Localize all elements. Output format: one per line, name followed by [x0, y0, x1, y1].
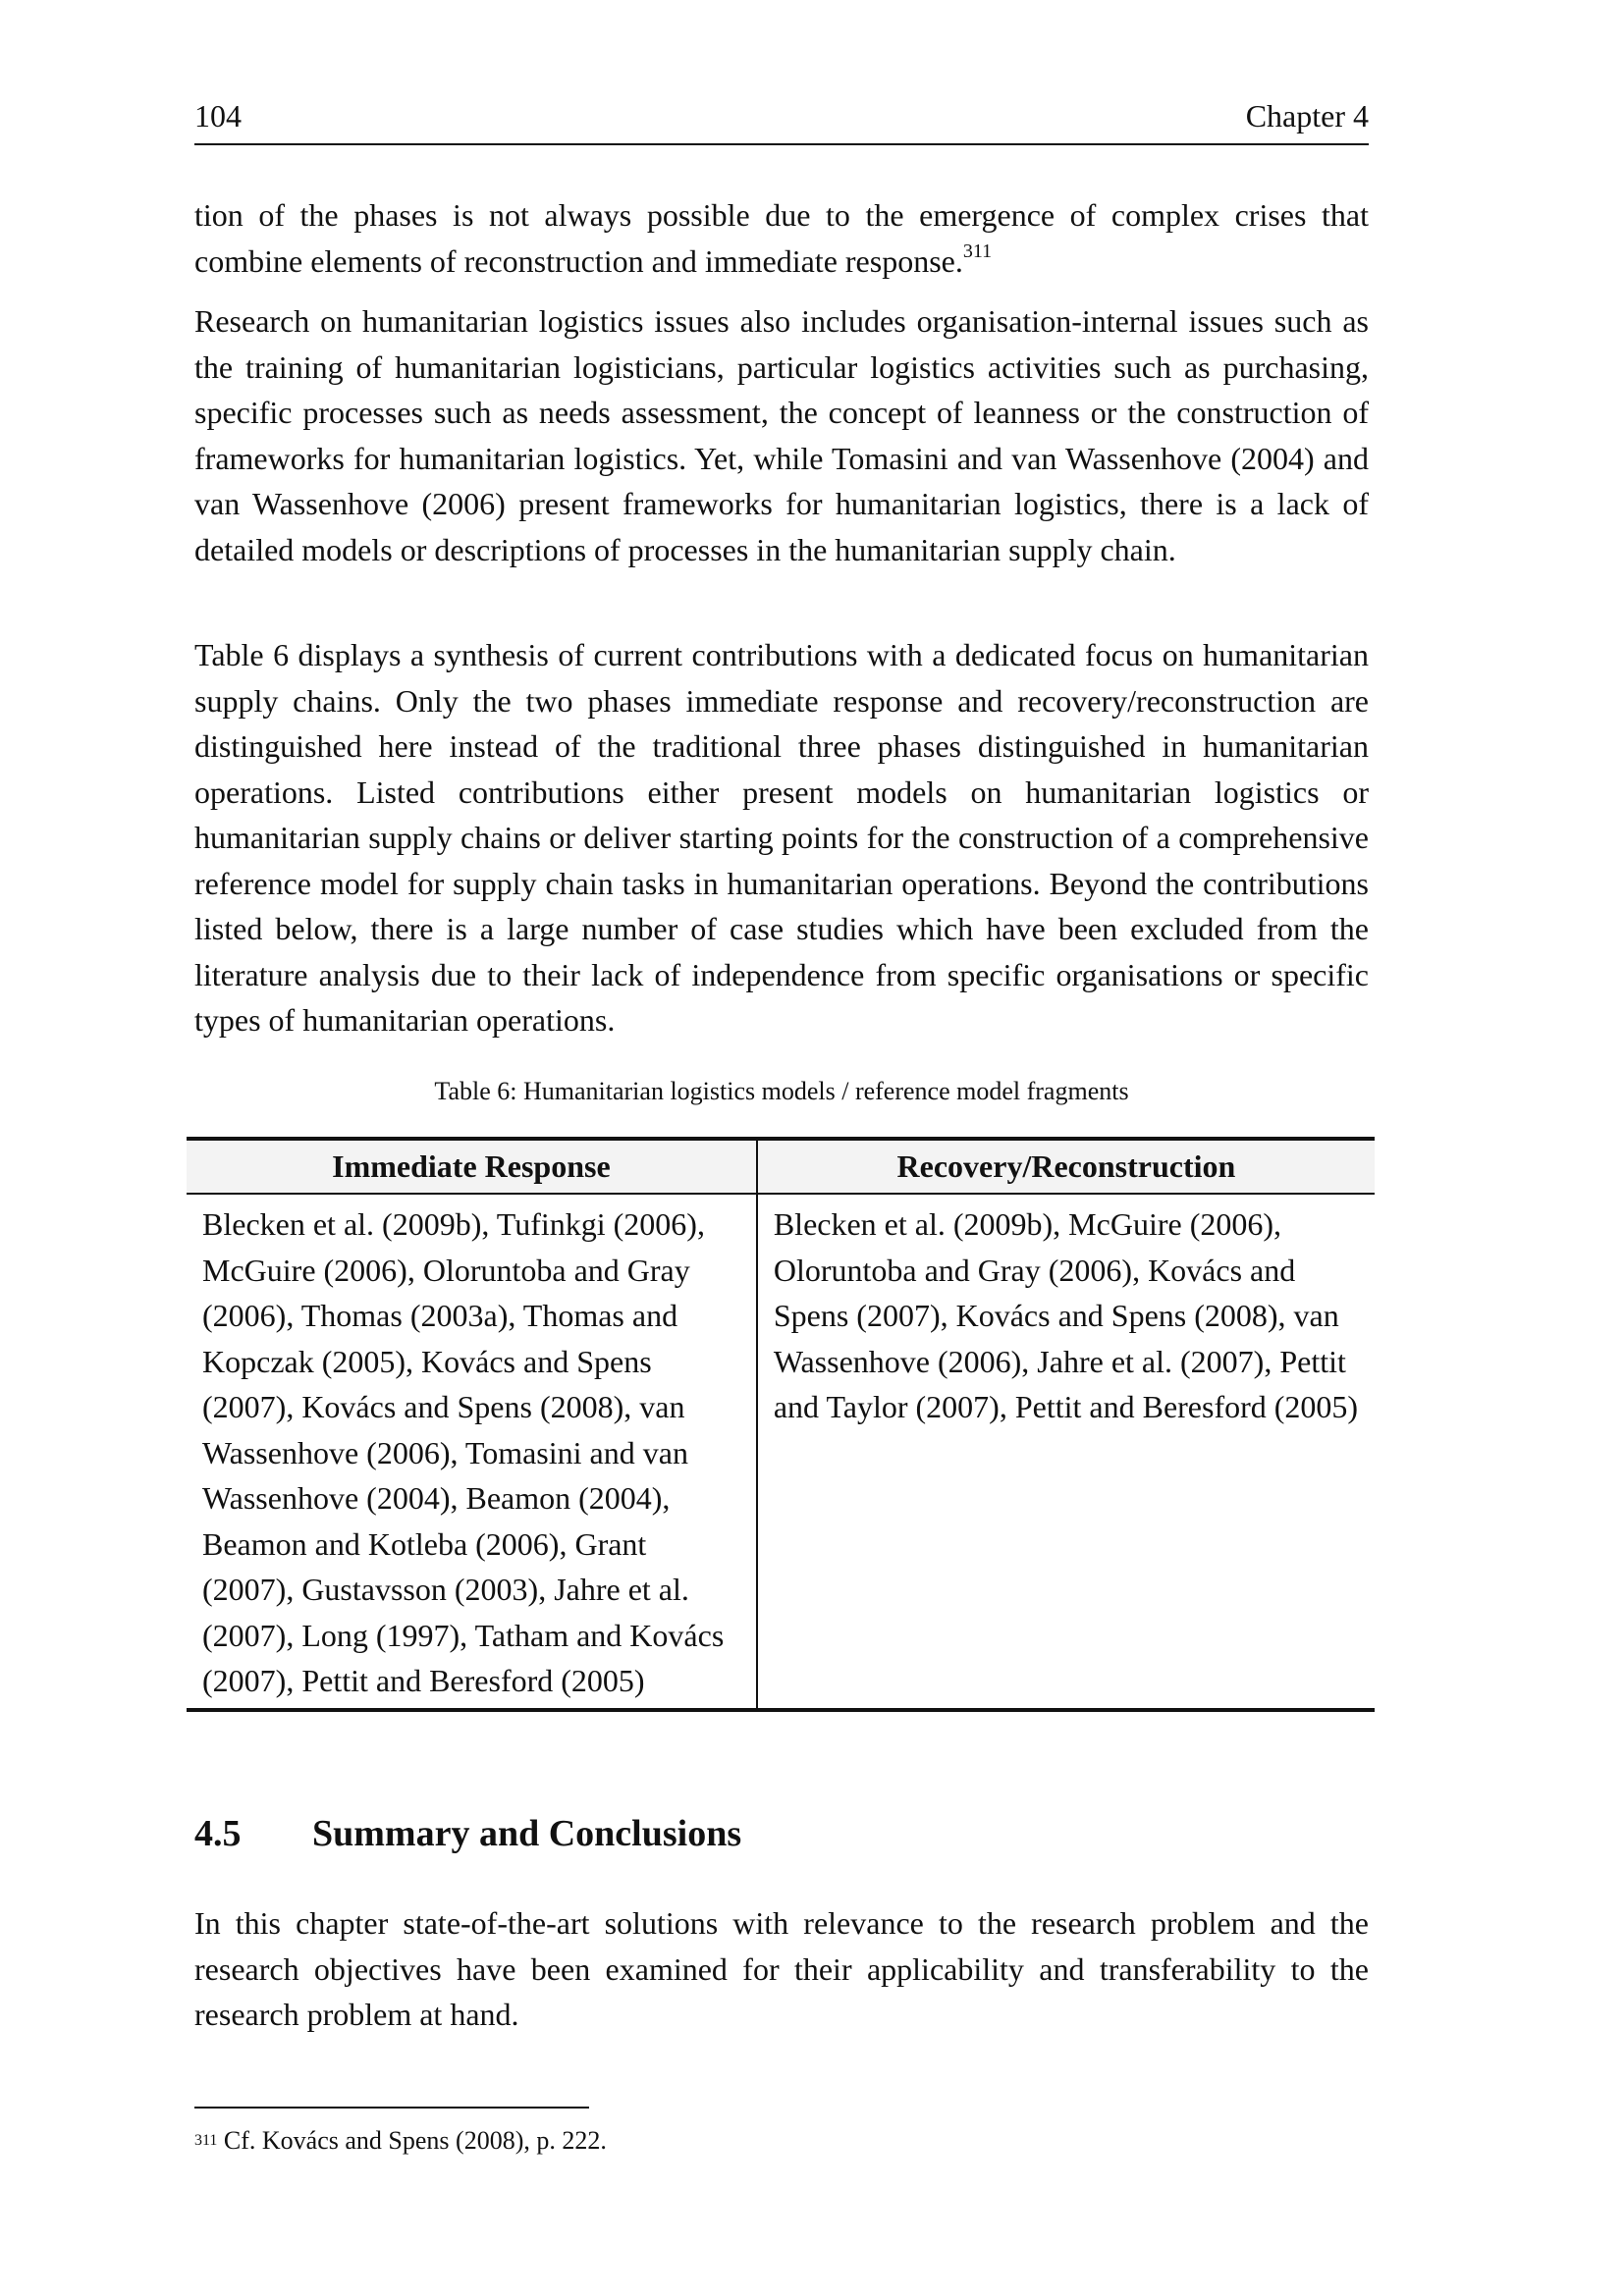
models-table: [187, 1137, 1375, 1712]
page-number: 104: [194, 98, 242, 133]
table-header-row: [187, 1139, 1375, 1194]
table-header-immediate-response: Immediate Response: [187, 1139, 757, 1194]
paragraph-1: [194, 192, 1369, 284]
section-title: Summary and Conclusions: [312, 1813, 742, 1854]
footnote-separator: [194, 2107, 589, 2109]
paragraph-2: Research on humanitarian logistics issues also includes organisation-internal issues such as the training of humanitarian logisticians, particular logistics activities such as purchasing, specific processes such as needs assessment, the concept of leanness or the construction of frameworks for humanitarian logistics. Yet, while Tomasini and van Wassenhove (2004) and van Wassenhove (2006) present frameworks for humanitarian logistics, there is a lack of detailed models or descriptions of processes in the humanitarian supply chain.: [194, 303, 1369, 567]
section-number: 4.5: [194, 1813, 242, 1854]
table-row: [187, 1194, 1375, 1710]
running-header: [194, 94, 1369, 145]
table-header-recovery-reconstruction: Recovery/Reconstruction: [757, 1139, 1375, 1194]
section-paragraph: In this chapter state-of-the-art solutions with relevance to the research problem and the research objectives have been examined for their applicability and transferability to the research problem at hand.: [194, 1905, 1369, 2032]
footnote-text: Cf. Kovács and Spens (2008), p. 222.: [223, 2126, 607, 2155]
paragraph-3: Table 6 displays a synthesis of current contributions with a dedicated focus on humanitarian supply chains. Only the two phases immediate response and recovery/reconstruction are distinguished here instead of the traditional three phases distinguished in humanitarian operations. Listed contributions either present models on humanitarian logistics or humanitarian supply chains or deliver starting points for the construction of a comprehensive reference model for supply chain tasks in humanitarian operations. Beyond the contributions listed below, there is a large number of case studies which have been excluded from the literature analysis due to their lack of independence from specific organisations or specific types of humanitarian operations.: [194, 637, 1369, 1038]
table-caption: Table 6: Humanitarian logistics models / reference model fragments: [434, 1077, 1129, 1105]
footnote: [194, 2126, 607, 2156]
footnote-number: 311: [194, 2132, 218, 2149]
chapter-label: Chapter 4: [1245, 98, 1369, 133]
table-cell-immediate-response: Blecken et al. (2009b), Tufinkgi (2006), McGuire (2006), Oloruntoba and Gray (2006), Thomas (2003a), Thomas and Kopczak (2005), Kovács and Spens (2007), Kovács and Spens (2008), van Wassenhove (2006), Tomasini and van Wassenhove (2004), Beamon (2004), Beamon and Kotleba (2006), Grant (2007), Gustavsson (2003), Jahre et al. (2007), Long (1997), Tatham and Kovács (2007), Pettit and Beresford (2005): [187, 1194, 757, 1710]
table-cell-recovery-reconstruction: Blecken et al. (2009b), McGuire (2006), Oloruntoba and Gray (2006), Kovács and Spens (2007), Kovács and Spens (2008), van Wassenhove (2006), Jahre et al. (2007), Pettit and Taylor (2007), Pettit and Beresford (2005): [757, 1194, 1375, 1710]
section-heading: [194, 1812, 741, 1855]
footnote-reference[interactable]: 311: [962, 240, 993, 262]
paragraph-1-text: tion of the phases is not always possible due to the emergence of complex crises that combine elements of reconstruction and immediate response.: [194, 197, 1369, 279]
